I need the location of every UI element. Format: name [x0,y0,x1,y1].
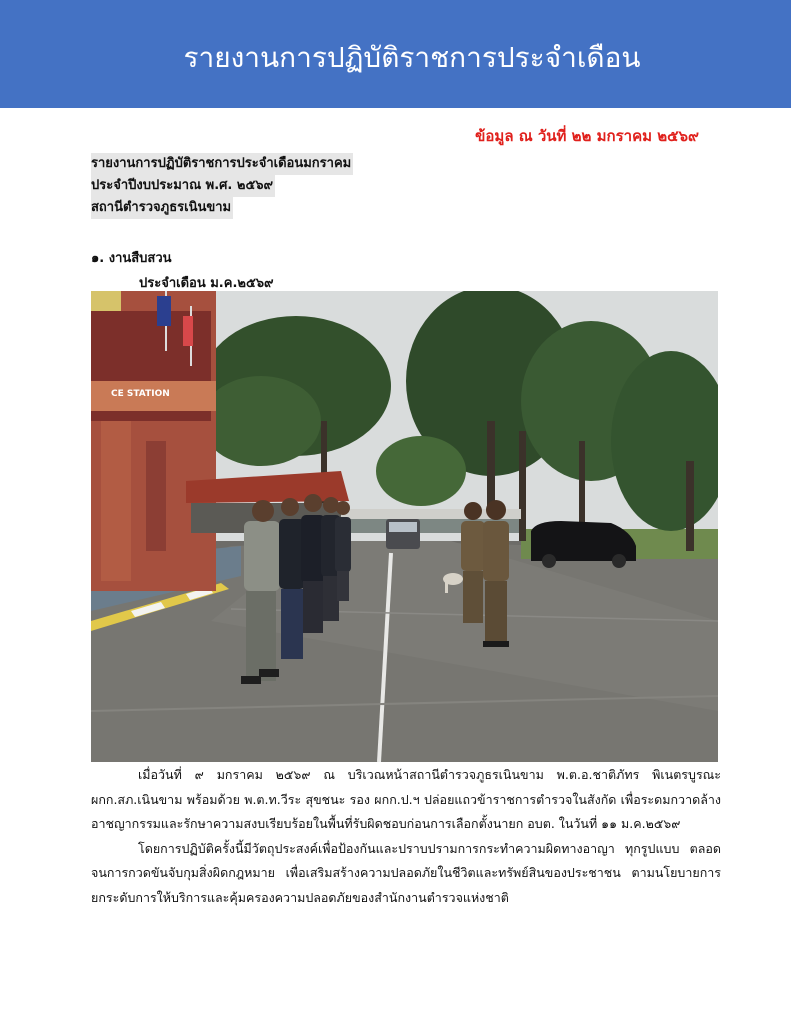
paragraph: โดยการปฏิบัติครั้งนี้มีวัตถุประสงค์เพื่อป้องกันและปราบปรามการกระทำความผิดทางอาญา ทุกรูปแบบ ตลอดจนการกวดขันจับกุมสิ่งผิดกฎหมาย เพื่อเสริมสร้างความปลอดภัยในชีวิตและทรัพย์สินของประชาชน ตามนโยบายการยกระดับการให้บริการและคุ้มครองความปลอดภัยของสำนักงานตำรวจแห่งชาติ [91,840,721,905]
summary-line-fiscal-year: ประจำปีงบประมาณ พ.ศ. ๒๕๖๙ [91,175,275,197]
section-subheading: ประจำเดือน ม.ค.๒๕๖๙ [139,276,274,291]
section-heading: ๑. งานสืบสวน [91,251,172,266]
page-title: รายงานการปฏิบัติราชการประจำเดือน [183,41,641,74]
police-lineup-photo [91,291,718,762]
body-text [91,763,721,910]
summary-line-month: รายงานการปฏิบัติราชการประจำเดือนมกราคม [91,153,353,175]
data-date: ข้อมูล ณ วันที่ ๒๒ มกราคม ๒๕๖๙ [475,127,699,145]
summary-line-station: สถานีตำรวจภูธรเนินขาม [91,197,233,219]
header-band [0,0,791,108]
summary-block [91,153,353,219]
station-sign-text: CE STATION [111,389,170,399]
paragraph: เมื่อวันที่ ๙ มกราคม ๒๕๖๙ ณ บริเวณหน้าสถานีตำรวจภูธรเนินขาม พ.ต.อ.ชาติภัทร พิเนตรบูรณะ ผกก.สภ.เนินขาม พร้อมด้วย พ.ต.ท.วีระ สุขชนะ รอง ผกก.ป.ฯ ปล่อยแถวข้าราชการตำรวจในสังกัด เพื่อระดมกวาดล้างอาชญากรรมและรักษาความสงบเรียบร้อยในพื้นที่รับผิดชอบก่อนการเลือกตั้งนายก อบต. ในวันที่ ๑๑ ม.ค.๒๕๖๙ [91,767,721,831]
